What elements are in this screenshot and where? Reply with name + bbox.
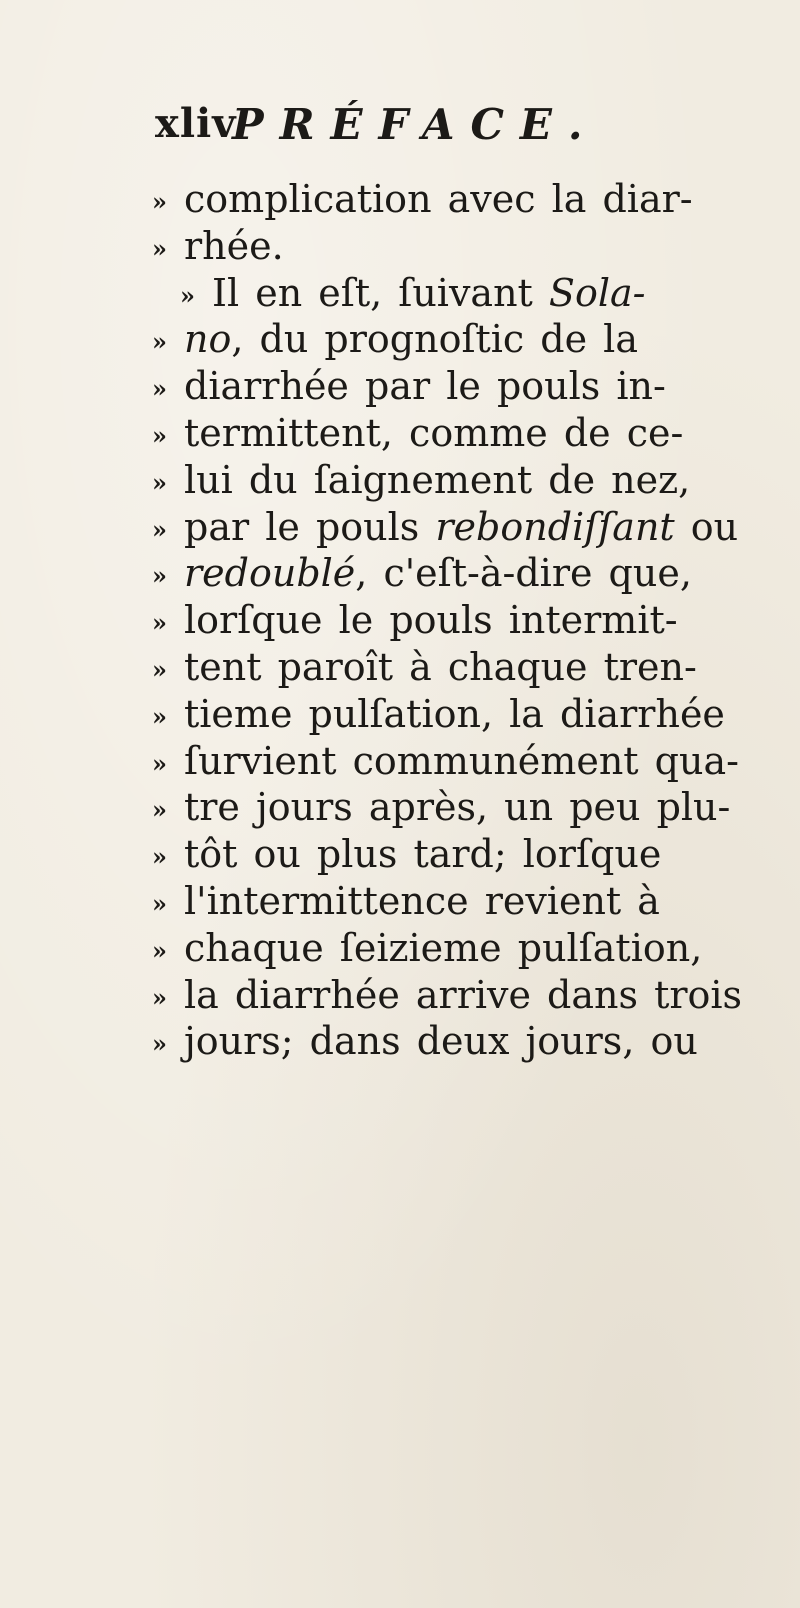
quote-mark: » [152,514,167,544]
text-line [152,550,752,597]
text-line [152,457,752,504]
line-italic: Sola- [548,270,646,315]
line-text: par le pouls [184,504,436,549]
text-line [152,363,752,410]
text-line [152,410,752,457]
line-italic: redoublé [184,551,356,596]
page-number: xliv [155,100,237,147]
quote-mark: » [152,935,167,965]
line-text: l'intermittence revient à [184,878,660,923]
line-text: ou [674,504,739,549]
text-line [152,925,752,972]
quote-mark: » [152,888,167,918]
line-italic: rebondiſſant [435,504,675,549]
quote-mark: » [152,467,167,497]
text-line [152,644,752,691]
line-text: termittent, comme de ce- [184,410,684,455]
text-line [152,784,752,831]
line-text: complication avec la diar- [184,177,693,221]
quote-mark: » [152,187,167,216]
line-text: tent paroît à chaque tren- [184,644,697,689]
text-line [152,316,752,363]
quote-mark: » [180,280,195,310]
quote-mark: » [152,654,167,684]
line-text: lui du ſaignement de nez, [184,457,691,502]
quote-mark: » [152,982,167,1012]
text-line [152,504,752,551]
line-text: diarrhée par le pouls in- [184,364,666,409]
body-text [152,176,752,1065]
text-line [152,972,752,1019]
text-line [152,270,752,317]
line-text: , c'eſt-à-dire que, [355,551,692,596]
quote-mark: » [152,608,167,638]
line-text: Il en eſt, ſuivant [212,270,549,315]
text-line [152,597,752,644]
text-line [152,738,752,785]
line-text: chaque ſeizieme pulſation, [184,925,703,970]
line-text: lorſque le pouls intermit- [184,598,678,643]
quote-mark: » [152,374,167,404]
quote-mark: » [152,233,167,263]
line-text: la diarrhée arrive dans trois [184,972,743,1017]
line-text: ſurvient communément qua- [184,738,739,783]
quote-mark: » [152,327,167,357]
text-line [152,691,752,738]
quote-mark: » [152,748,167,778]
text-line [152,1018,752,1065]
page-header [0,100,800,160]
text-line [152,878,752,925]
text-line [152,176,752,223]
line-text: tôt ou plus tard; lorſque [184,832,662,877]
quote-mark: » [152,1029,167,1059]
quote-mark: » [152,795,167,825]
line-text: jours; dans deux jours, ou [184,1019,698,1064]
line-italic: no [184,317,232,362]
quote-mark: » [152,701,167,731]
text-line [152,223,752,270]
text-line [152,831,752,878]
quote-mark: » [152,420,167,450]
line-text: tre jours après, un peu plu- [184,785,731,830]
quote-mark: » [152,561,167,591]
line-text: , du prognoſtic de la [231,317,638,362]
line-text: rhée. [184,223,284,268]
running-title: PRÉFACE. [232,100,599,149]
quote-mark: » [152,842,167,872]
line-text: tieme pulſation, la diarrhée [184,691,725,736]
